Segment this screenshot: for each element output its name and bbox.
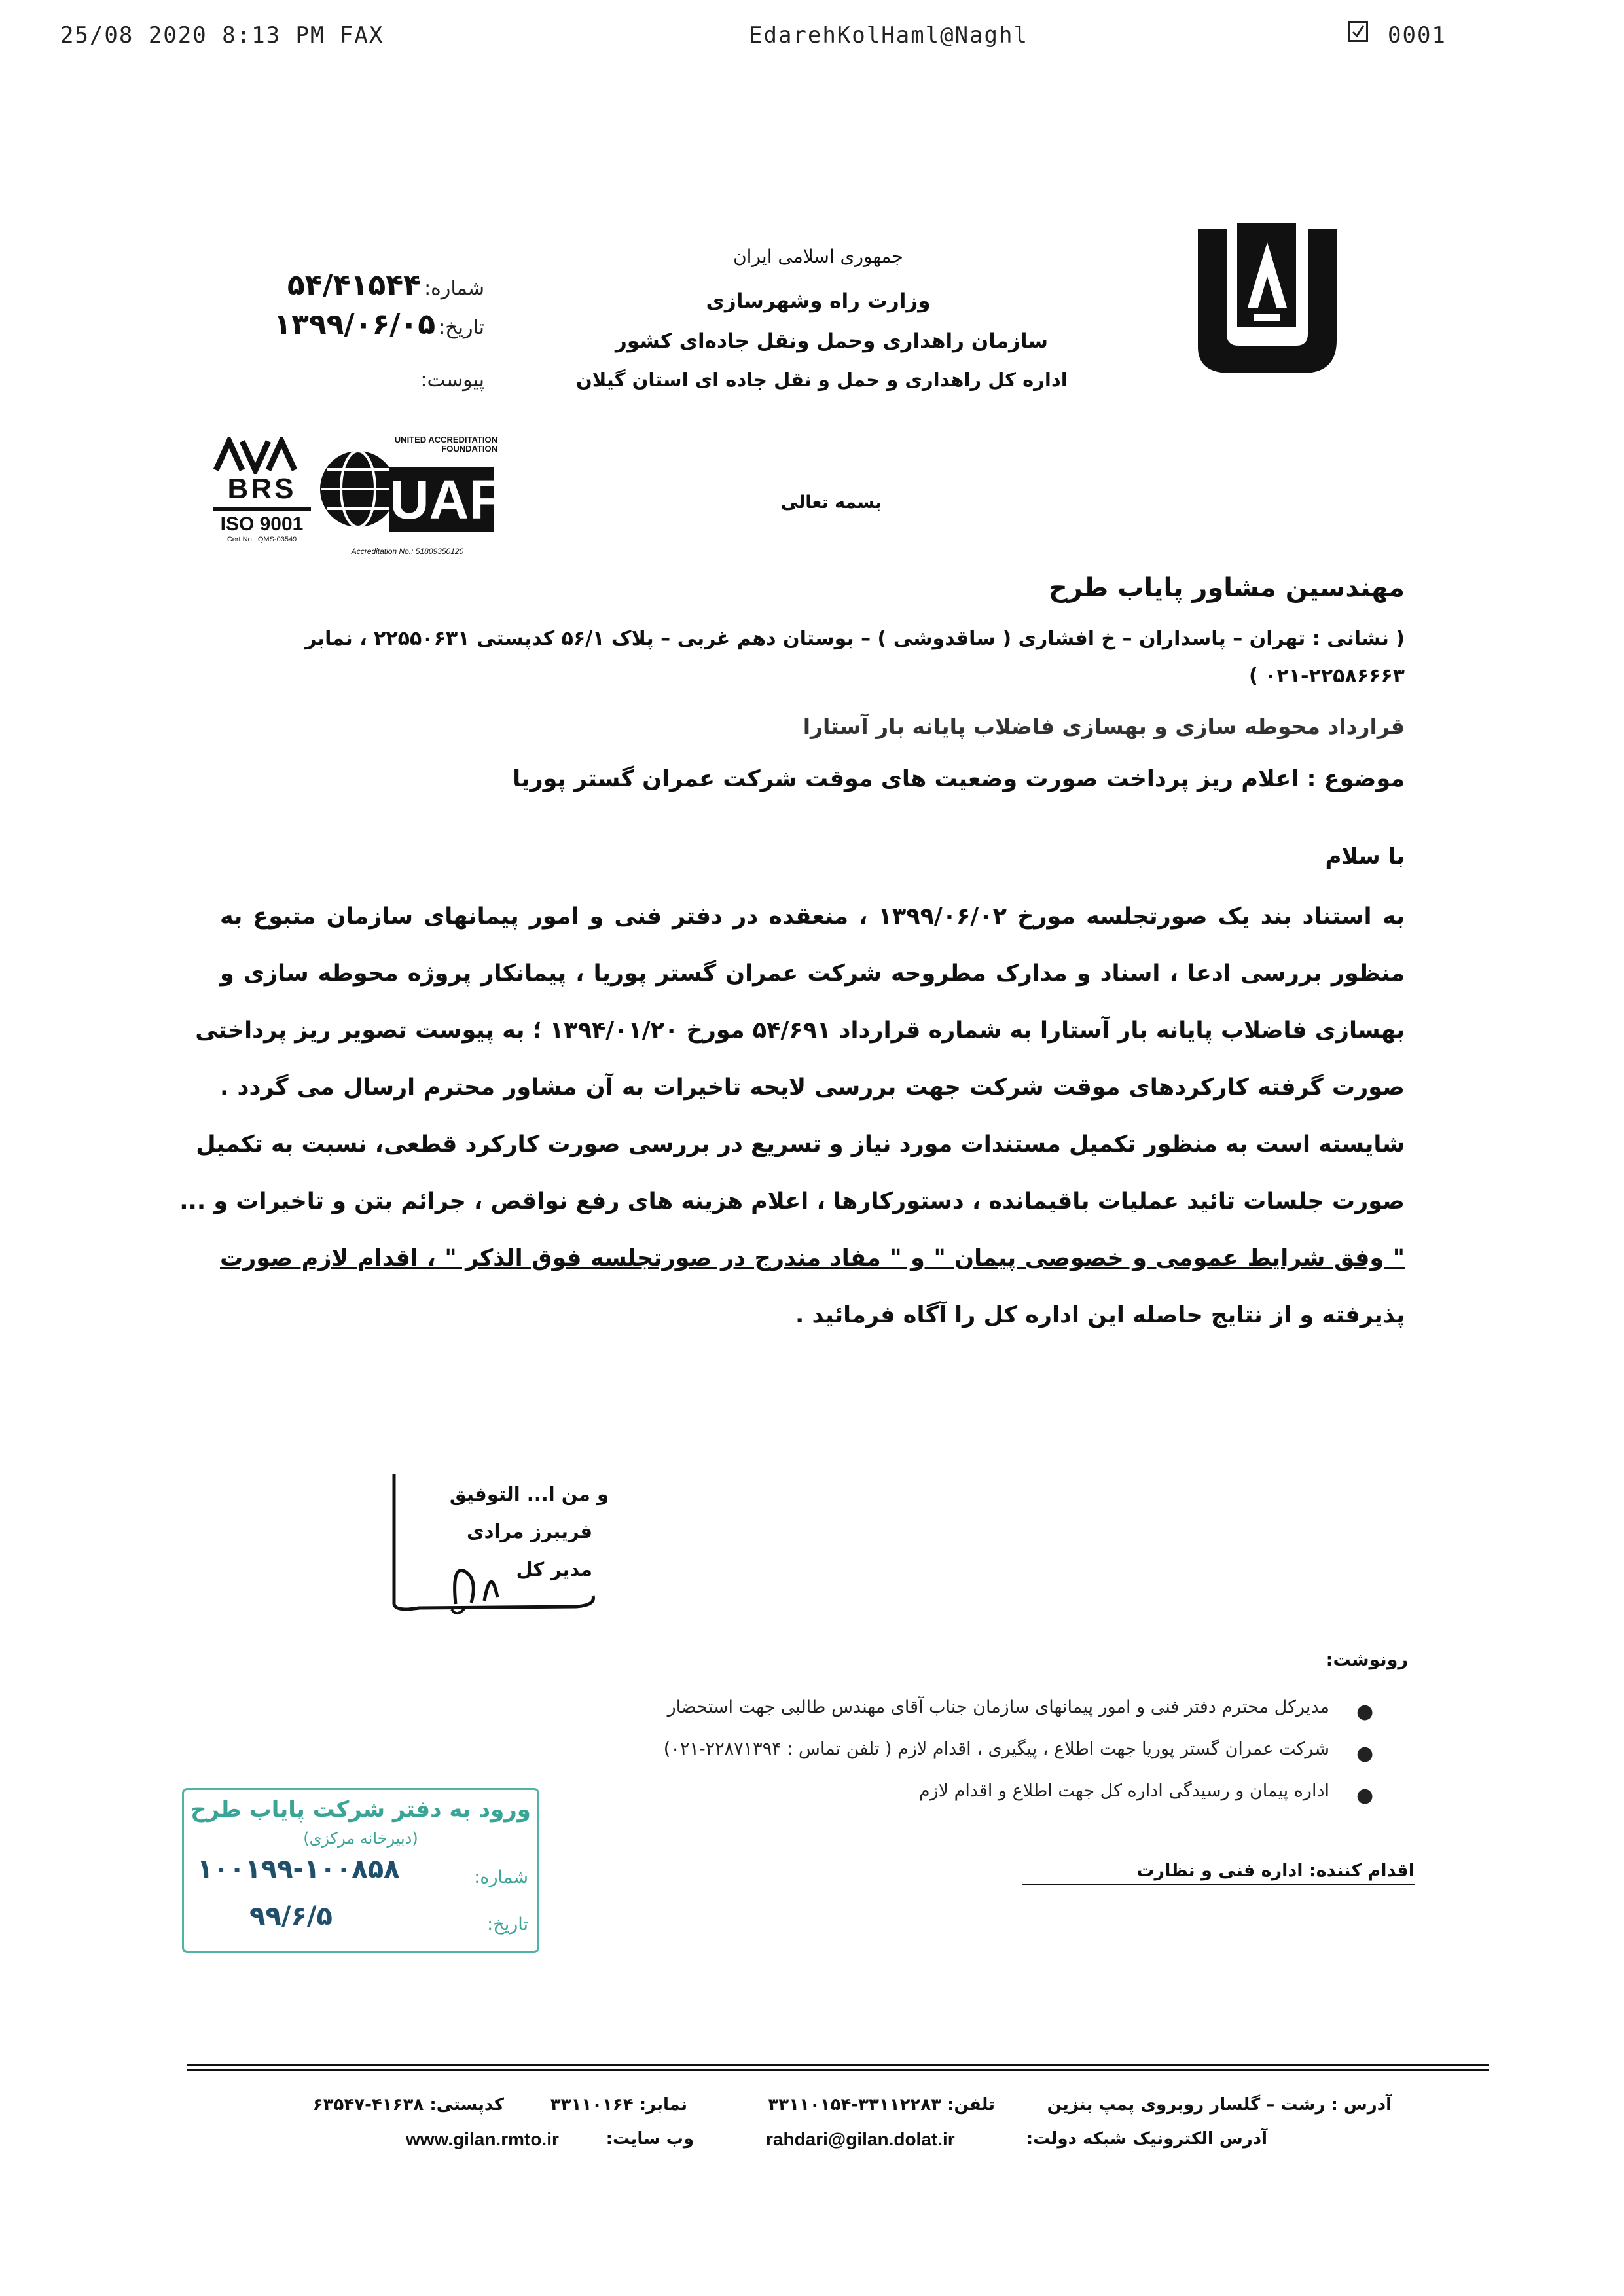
body-line-4: صورت گرفته کارکردهای موقت شرکت جهت بررسی لایحه تاخیرات به آن مشاور محترم ارسال می گردد . — [220, 1074, 1405, 1101]
receipt-stamp — [182, 1788, 539, 1953]
brs-mark-icon — [213, 437, 311, 474]
footer-email-label: آدرس الکترونیک شبکه دولت: — [1026, 2129, 1267, 2149]
footer-fax: نمابر: ۳۳۱۱۰۱۶۴ — [550, 2095, 687, 2115]
iso-text: ISO 9001 — [220, 513, 304, 535]
signature-closing: و من ا... التوفیق — [449, 1483, 609, 1505]
recipient-address-line2: ۰۲۱-۲۲۵۸۶۶۶۳ ) — [1248, 665, 1405, 687]
stamp-title: ورود به دفتر شرکت پایاب طرح — [190, 1796, 531, 1823]
brs-iso-logo — [213, 437, 311, 568]
footer-phone: تلفن: ۳۳۱۱۲۲۸۳-۳۳۱۱۰۱۵۴ — [768, 2095, 995, 2115]
footer-postal-code: کدپستی: ۴۱۶۳۸-۶۳۵۴۷ — [312, 2095, 504, 2115]
stamp-number-value: ۱۰۰۱۹۹-۱۰۰۸۵۸ — [197, 1854, 400, 1884]
body-line-6: صورت جلسات تائید عملیات باقیمانده ، دستورکارها ، اعلام هزینه های رفع نواقص ، جرائم بتن و تاخیرات و ... — [179, 1188, 1405, 1214]
cc-bullet-1: ● — [1356, 1700, 1374, 1723]
signature-name: فریبرز مرادی — [467, 1520, 592, 1542]
recipient-address-line1: ( نشانی : تهران – پاسداران – خ افشاری ( ساقدوشی ) – بوستان دهم غربی – پلاک ۵۶/۱ کدپستی ۲۲۵۵۰۶۳۱ ، نمابر — [305, 627, 1405, 650]
body-line-3: بهسازی فاضلاب پایانه بار آستارا به شماره قرارداد ۵۴/۶۹۱ مورخ ۱۳۹۴/۰۱/۲۰ ؛ به پیوست تصویر ریز پرداختی — [195, 1017, 1405, 1044]
handwritten-signature — [380, 1467, 615, 1624]
letter-subject: موضوع : اعلام ریز پرداخت صورت وضعیت های موقت شرکت عمران گستر پوریا — [513, 766, 1405, 792]
letterhead-directorate: اداره کل راهداری و حمل و نقل جاده ای استان گیلان — [576, 369, 1068, 391]
ministry-logo — [1191, 216, 1343, 378]
stamp-date-label: تاریخ: — [487, 1914, 528, 1935]
brs-text: BRS — [227, 473, 297, 505]
fax-page-number: 0001 — [1388, 22, 1447, 48]
letterhead-ministry: وزارت راه وشهرسازی — [706, 289, 931, 313]
stamp-subtitle: (دبیرخانه مرکزی) — [303, 1829, 418, 1848]
footer-divider-thin — [187, 2069, 1489, 2071]
uaf-accreditation-number: Accreditation No.: 51809350120 — [351, 547, 464, 556]
fax-sender: EdarehKolHaml@Naghl — [749, 22, 1028, 48]
letter-number-label: شماره: — [424, 277, 484, 300]
globe-icon — [317, 448, 399, 530]
body-line-2: منظور بررسی ادعا ، اسناد و مدارک مطروحه شرکت عمران گستر پوریا ، پیمانکار پروژه محوطه سازی و — [220, 960, 1405, 987]
brs-cert-number: Cert No.: QMS-03549 — [226, 536, 297, 543]
footer-email[interactable]: rahdari@gilan.dolat.ir — [766, 2129, 955, 2149]
fax-checkbox-icon — [1348, 21, 1368, 42]
cc-item-1: مدیرکل محترم دفتر فنی و امور پیمانهای سازمان جناب آقای مهندس طالبی جهت استحضار — [667, 1697, 1329, 1717]
letter-date — [262, 308, 484, 341]
body-line-7: " وفق شرایط عمومی و خصوصی پیمان " و " مفاد مندرج در صورتجلسه فوق الذکر " ، اقدام لازم صورت — [220, 1245, 1405, 1271]
stamp-date-value: ۹۹/۶/۵ — [249, 1901, 333, 1931]
fax-datetime: 25/08 2020 8:13 PM FAX — [60, 22, 384, 48]
action-by — [1022, 1861, 1415, 1885]
footer-website[interactable]: www.gilan.rmto.ir — [406, 2129, 559, 2149]
cc-item-3: اداره پیمان و رسیدگی اداره کل جهت اطلاع و اقدام لازم — [918, 1781, 1329, 1801]
footer-address: آدرس : رشت – گلسار روبروی پمپ بنزین — [1047, 2095, 1392, 2115]
footer-divider — [187, 2064, 1489, 2066]
body-line-5: شایسته است به منظور تکمیل مستندات مورد نیاز و تسریع در بررسی صورت کارکرد قطعی، نسبت به تکمیل — [196, 1131, 1405, 1157]
letter-date-label: تاریخ: — [439, 316, 484, 339]
letterhead-country: جمهوری اسلامی ایران — [733, 246, 903, 267]
signature-title: مدیر کل — [516, 1558, 592, 1580]
letter-date-value: ۱۳۹۹/۰۶/۰۵ — [274, 308, 436, 341]
greeting: با سلام — [1325, 843, 1405, 869]
invocation: بسمه تعالی — [780, 492, 882, 513]
stamp-number-label: شماره: — [474, 1867, 528, 1887]
cc-label: رونوشت: — [1326, 1650, 1408, 1670]
action-value: اداره فنی و نظارت — [1136, 1861, 1303, 1881]
uaf-logo — [317, 435, 503, 570]
footer-website-label: وب سایت: — [605, 2129, 694, 2149]
body-line-8: پذیرفته و از نتایج حاصله این اداره کل را آگاه فرمائید . — [795, 1302, 1405, 1328]
cc-bullet-3: ● — [1356, 1784, 1374, 1807]
cc-item-2: شرکت عمران گستر پوریا جهت اطلاع ، پیگیری ، اقدام لازم ( تلفن تماس : ۲۲۸۷۱۳۹۴-۰۲۱) — [663, 1739, 1329, 1759]
letter-attachment-label: پیوست: — [420, 369, 484, 392]
body-line-1: به استناد بند یک صورتجلسه مورخ ۱۳۹۹/۰۶/۰۲ ، منعقده در دفتر فنی و امور پیمانهای سازمان متبوع به — [220, 903, 1405, 930]
cc-bullet-2: ● — [1356, 1742, 1374, 1765]
recipient-name: مهندسین مشاور پایاب طرح — [1048, 573, 1405, 603]
uaf-text: UAF — [389, 467, 494, 532]
action-label: اقدام کننده: — [1308, 1861, 1415, 1881]
uaf-title: UNITED ACCREDITATION FOUNDATION — [394, 435, 497, 454]
letter-number — [262, 268, 484, 302]
letterhead-organization: سازمان راهداری وحمل ونقل جاده‌ای کشور — [615, 329, 1049, 353]
contract-title: قرارداد محوطه سازی و بهسازی فاضلاب پایانه بار آستارا — [803, 714, 1405, 739]
letter-number-value: ۵۴/۴۱۵۴۴ — [287, 268, 421, 302]
